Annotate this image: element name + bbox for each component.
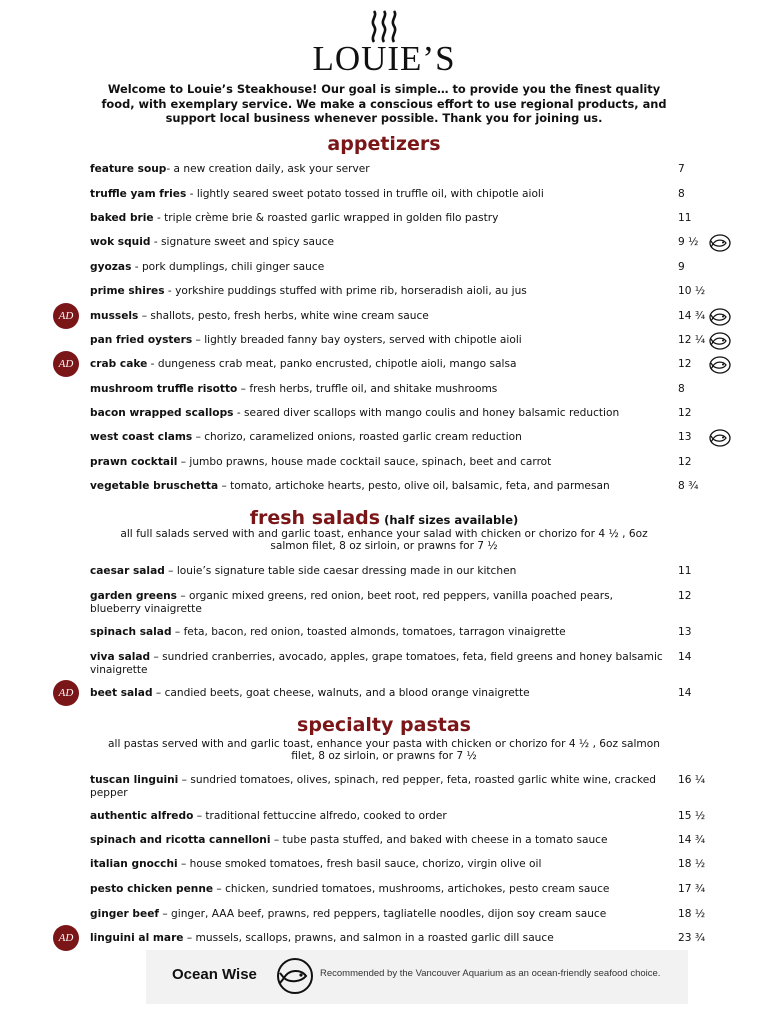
ocean-wise-fish-icon [276,957,314,999]
menu-item-price: 12 [678,407,692,419]
logo [0,10,768,78]
menu-item [90,480,665,493]
menu-item-price: 16 ¼ [678,774,706,786]
menu-item [90,908,665,921]
menu-item-name: wok squid [90,236,151,248]
pastas-title [0,714,768,736]
menu-item-name: gyozas [90,261,132,273]
ocean-wise-text: Recommended by the Vancouver Aquarium as an ocean-friendly seafood choice. [320,968,661,979]
menu-item-description: - dungeness crab meat, panko encrusted, chipotle aioli, mango salsa [147,358,517,370]
signature-badge-icon: AD [53,351,79,377]
menu-item-name: baked brie [90,212,154,224]
pastas-note: all pastas served with and garlic toast, enhance your pasta with chicken or chorizo for 4 ½ , 6oz salmon filet, 8 oz sirloin, or prawns for 7 ½ [108,738,660,762]
menu-item-description: – louie’s signature table side caesar dressing made in our kitchen [164,565,517,577]
menu-item-description: - signature sweet and spicy sauce [150,236,335,248]
menu-item-description: – feta, bacon, red onion, toasted almonds, tomatoes, tarragon vinaigrette [171,626,566,638]
menu-item [90,334,665,347]
menu-item-name: mushroom truffle risotto [90,383,238,395]
menu-item [90,687,665,700]
menu-item-name: spinach salad [90,626,172,638]
menu-item-name: beet salad [90,687,153,699]
salads-note: all full salads served with and garlic toast, enhance your salad with chicken or chorizo for 4 ½ , 6oz salmon filet, 8 oz sirloin, or prawns for 7 ½ [120,528,648,552]
menu-item-price: 12 [678,590,692,602]
menu-item-price: 14 ¾ [678,834,706,846]
menu-item-name: linguini al mare [90,932,184,944]
menu-item [90,358,665,371]
menu-item-price: 11 [678,565,692,577]
logo-text: LOUIE’S [312,39,456,78]
menu-item-price: 10 ½ [678,285,706,297]
menu-item-description: – traditional fettuccine alfredo, cooked to order [193,810,447,822]
menu-item [90,383,665,396]
menu-item-price: 9 ½ [678,236,699,248]
menu-item-name: prawn cocktail [90,456,178,468]
menu-item-price: 14 [678,687,692,699]
menu-item-description: – fresh herbs, truffle oil, and shitake mushrooms [237,383,498,395]
menu-item-name: garden greens [90,590,177,602]
ocean-wise-fish-icon [709,332,731,350]
menu-item-price: 12 [678,456,692,468]
menu-item-description: – sundried tomatoes, olives, spinach, red pepper, feta, roasted garlic white wine, cracked pepper [90,774,656,799]
ocean-wise-fish-icon [709,356,731,374]
menu-item-description: – chorizo, caramelized onions, roasted garlic cream reduction [192,431,522,443]
menu-item-description: – mussels, scallops, prawns, and salmon in a roasted garlic dill sauce [183,932,554,944]
menu-item-price: 9 [678,261,685,273]
section-title-text: fresh salads [249,507,381,529]
menu-item-price: 13 [678,626,692,638]
menu-item [90,407,665,420]
menu-item-description: – house smoked tomatoes, fresh basil sauce, chorizo, virgin olive oil [177,858,542,870]
menu-item-price: 23 ¾ [678,932,706,944]
menu-item [90,810,665,823]
menu-item-description: - seared diver scallops with mango coulis and honey balsamic reduction [233,407,620,419]
menu-item [90,590,665,615]
menu-item-name: crab cake [90,358,148,370]
menu-item-price: 18 ½ [678,858,706,870]
ocean-wise-title: Ocean Wise [172,966,257,983]
menu-item-description: – lightly breaded fanny bay oysters, served with chipotle aioli [192,334,522,346]
menu-item-name: caesar salad [90,565,165,577]
menu-item-name: authentic alfredo [90,810,194,822]
signature-badge-icon: AD [53,925,79,951]
menu-item-description: – ginger, AAA beef, prawns, red peppers, tagliatelle noodles, dijon soy cream sauce [159,908,607,920]
menu-item [90,163,665,176]
signature-badge-icon: AD [53,680,79,706]
menu-item-name: tuscan linguini [90,774,179,786]
appetizers-title [0,133,768,155]
menu-item-description: - a new creation daily, ask your server [166,163,370,175]
menu-item [90,456,665,469]
menu-item-description: – sundried cranberries, avocado, apples, grape tomatoes, feta, field greens and honey balsamic vinaigrette [90,651,663,676]
menu-item [90,626,665,639]
menu-item-name: viva salad [90,651,151,663]
ocean-wise-banner [146,950,688,1004]
menu-item [90,261,665,274]
menu-item-description: – tomato, artichoke hearts, pesto, olive oil, balsamic, feta, and parmesan [218,480,610,492]
menu-item-price: 12 ¼ [678,334,706,346]
menu-item-price: 8 [678,188,685,200]
menu-item-price: 17 ¾ [678,883,706,895]
menu-item-price: 14 [678,651,692,663]
menu-item-description: - pork dumplings, chili ginger sauce [131,261,325,273]
menu-item [90,431,665,444]
menu-item-description: – chicken, sundried tomatoes, mushrooms, artichokes, pesto cream sauce [213,883,610,895]
menu-item [90,651,665,676]
menu-item-price: 8 [678,383,685,395]
menu-item-name: west coast clams [90,431,193,443]
menu-item [90,310,665,323]
section-title-text: specialty pastas [297,714,471,736]
menu-item-name: ginger beef [90,908,159,920]
menu-item-price: 13 [678,431,692,443]
menu-item-description: - triple crème brie & roasted garlic wrapped in golden filo pastry [153,212,499,224]
menu-item-description: - yorkshire puddings stuffed with prime rib, horseradish aioli, au jus [164,285,527,297]
menu-item-description: – tube pasta stuffed, and baked with cheese in a tomato sauce [270,834,608,846]
ocean-wise-fish-icon [709,429,731,447]
menu-item-description: – shallots, pesto, fresh herbs, white wine cream sauce [138,310,429,322]
menu-item-price: 8 ¾ [678,480,699,492]
menu-item-name: pesto chicken penne [90,883,214,895]
menu-item-price: 18 ½ [678,908,706,920]
menu-item-name: prime shires [90,285,165,297]
menu-item [90,883,665,896]
menu-item-name: truffle yam fries [90,188,187,200]
menu-item-description: – candied beets, goat cheese, walnuts, and a blood orange vinaigrette [152,687,530,699]
menu-item-name: mussels [90,310,139,322]
menu-item-description: - lightly seared sweet potato tossed in truffle oil, with chipotle aioli [186,188,544,200]
menu-item-name: pan fried oysters [90,334,193,346]
welcome-message: Welcome to Louie’s Steakhouse! Our goal is simple… to provide you the finest quality food, with exemplary service. We make a conscious effort to use regional products, and support local business whenever possible. Thank you for joining us. [101,82,667,125]
menu-item [90,285,665,298]
menu-item-description: – jumbo prawns, house made cocktail sauce, spinach, beet and carrot [177,456,552,468]
menu-item [90,212,665,225]
menu-item-price: 15 ½ [678,810,706,822]
menu-item-price: 11 [678,212,692,224]
menu-item-price: 14 ¾ [678,310,706,322]
menu-item [90,834,665,847]
signature-badge-icon: AD [53,303,79,329]
menu-item [90,932,665,945]
menu-item [90,565,665,578]
section-title-text: appetizers [327,133,441,155]
menu-item [90,774,665,799]
menu-item-description: – organic mixed greens, red onion, beet root, red peppers, vanilla poached pears, blueberry vinaigrette [90,590,613,615]
menu-item [90,858,665,871]
menu-item-name: bacon wrapped scallops [90,407,234,419]
menu-item [90,188,665,201]
menu-item-name: feature soup [90,163,167,175]
menu-item-name: spinach and ricotta cannelloni [90,834,271,846]
ocean-wise-fish-icon [709,234,731,252]
menu-item-name: vegetable bruschetta [90,480,219,492]
menu-item [90,236,665,249]
menu-item-name: italian gnocchi [90,858,178,870]
ocean-wise-fish-icon [709,308,731,326]
menu-item-price: 12 [678,358,692,370]
menu-item-price: 7 [678,163,685,175]
section-subtitle: (half sizes available) [380,513,519,527]
